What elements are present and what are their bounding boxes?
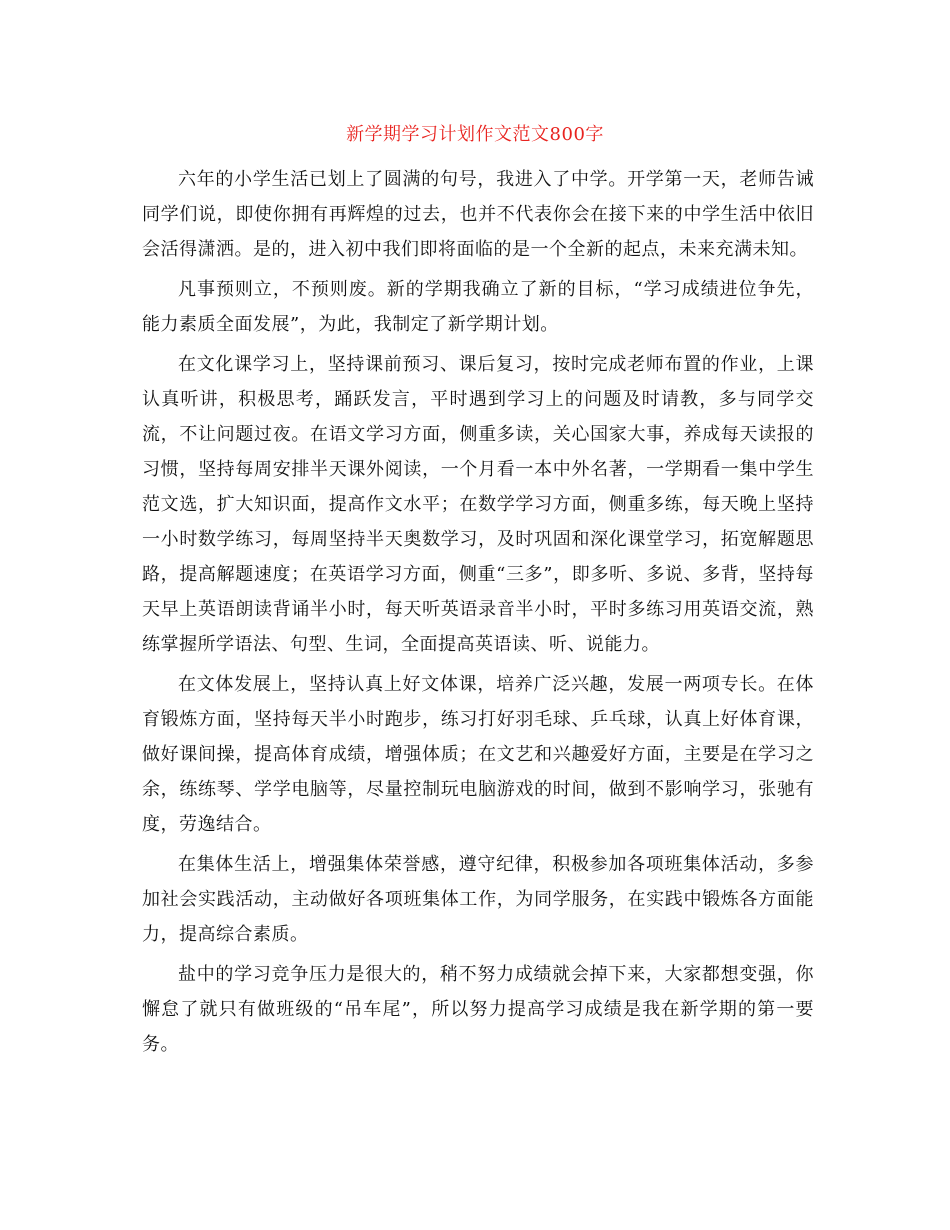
paragraph-5: 在集体生活上，增强集体荣誉感，遵守纪律，积极参加各项班集体活动，多参加社会实践活动，主动做好各项班集体工作，为同学服务，在实践中锻炼各方面能力，提高综合素质。 (142, 854, 814, 945)
document-body (142, 162, 814, 1067)
paragraph-3: 在文化课学习上，坚持课前预习、课后复习，按时完成老师布置的作业，上课认真听讲，积极思考，踊跃发言，平时遇到学习上的问题及时请教，多与同学交流，不让问题过夜。在语文学习方面，侧重多读，关心国家大事，养成每天读报的习惯，坚持每周安排半天课外阅读，一个月看一本中外名著，一学期看一集中学生范文选，扩大知识面，提高作文水平；在数学学习方面，侧重多练，每天晚上坚持一小时数学练习，每周坚持半天奥数学习，及时巩固和深化课堂学习，拓宽解题思路，提高解题速度；在英语学习方面，侧重“三多”，即多听、多说、多背，坚持每天早上英语朗读背诵半小时，每天听英语录音半小时，平时多练习用英语交流，熟练掌握所学语法、句型、生词，全面提高英语读、听、说能力。 (142, 354, 814, 655)
paragraph-6: 盐中的学习竞争压力是很大的，稍不努力成绩就会掉下来，大家都想变强，你懈怠了就只有做班级的“吊车尾”，所以努力提高学习成绩是我在新学期的第一要务。 (142, 964, 814, 1055)
document-title: 新学期学习计划作文范文800字 (346, 124, 604, 145)
paragraph-2: 凡事预则立，不预则废。新的学期我确立了新的目标，“学习成绩进位争先，能力素质全面发展”，为此，我制定了新学期计划。 (142, 279, 814, 335)
paragraph-1: 六年的小学生活已划上了圆满的句号，我进入了中学。开学第一天，老师告诫同学们说，即使你拥有再辉煌的过去，也并不代表你会在接下来的中学生活中依旧会活得潇洒。是的，进入初中我们即将面临的是一个全新的起点，未来充满未知。 (142, 169, 814, 260)
paragraph-4: 在文体发展上，坚持认真上好文体课，培养广泛兴趣，发展一两项专长。在体育锻炼方面，坚持每天半小时跑步，练习打好羽毛球、乒乓球，认真上好体育课，做好课间操，提高体育成绩，增强体质；在文艺和兴趣爱好方面，主要是在学习之余，练练琴、学学电脑等，尽量控制玩电脑游戏的时间，做到不影响学习，张驰有度，劳逸结合。 (142, 674, 814, 835)
